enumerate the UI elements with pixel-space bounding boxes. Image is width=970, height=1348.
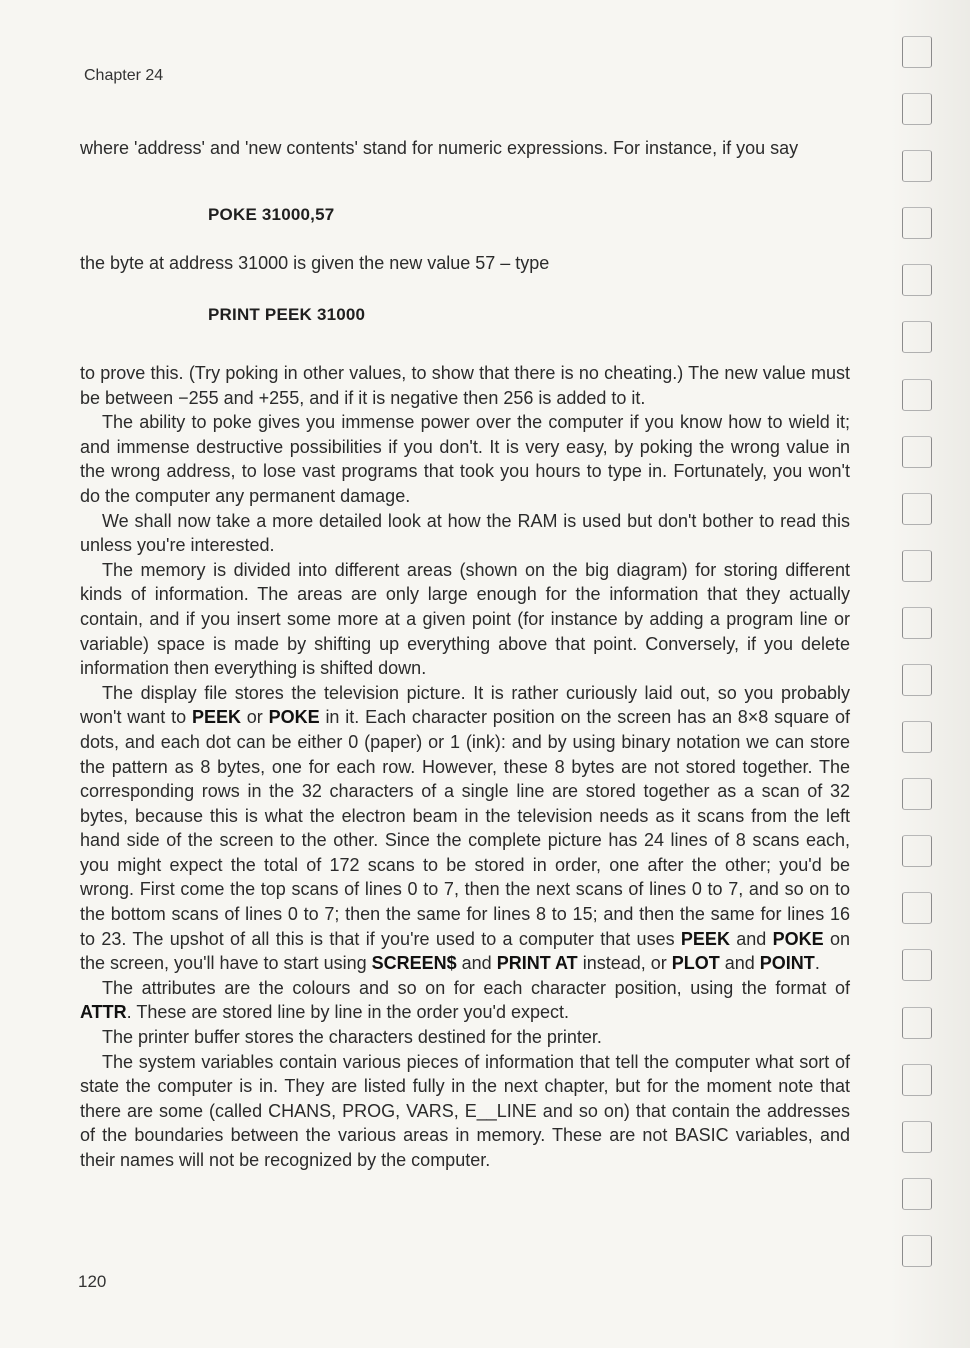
paragraph: The system variables contain various pieces of information that tell the computer what sort of state the computer is in. They are listed fully in the next chapter, but for the moment note that there are some (called CHANS, PROG, VARS, E__LINE and so on) that contain the addresses of the boundaries between the various areas in memory. These are not BASIC variables, and their names will not be recognized by the computer. xyxy=(80,1051,850,1170)
paragraph: The ability to poke gives you immense power over the computer if you know how to wield it; and immense destructive possibilities if you don't. It is very easy, by poking the wrong value in the wrong address, to lose vast programs that took you hours to type in. Fortunately, you won't do the computer any permanent damage. xyxy=(80,412,850,506)
keyword: POKE xyxy=(772,928,824,949)
binding-ring xyxy=(902,1178,932,1210)
binding-ring xyxy=(902,607,932,639)
binding-ring xyxy=(902,436,932,468)
running-head: Chapter 24 xyxy=(84,67,164,84)
binding-ring xyxy=(902,1235,932,1267)
paragraph: The memory is divided into different areas (shown on the big diagram) for storing different kinds of information. The areas are only large enough for the information that they actually contain, and if you insert some more at a given point (for instance by adding a program line or variable) space is made by shifting up everything above that point. Conversely, if you delete information then everything is shifted down. xyxy=(80,559,850,679)
keyword: PLOT xyxy=(671,953,720,974)
binding-ring xyxy=(902,664,932,696)
keyword: SCREEN$ xyxy=(371,953,457,974)
binding-ring xyxy=(902,721,932,753)
paragraph: the byte at address 31000 is given the new value 57 – type xyxy=(80,253,550,273)
paragraph-display-file: The display file stores the television picture. It is rather curiously laid out, so you probably won't want to PEEK or POKE in it. Each character position on the screen has an 8×8 square of dots, and each dot can be either 0 (paper) or 1 (ink): and by using binary notation we can store the pattern as 8 bytes, one for each row. However, these 8 bytes are not stored together. The corresponding rows in the 32 characters of a single line are stored together as a scan of 32 bytes, because this is what the electron beam in the television needs as it scans from the left hand side of the screen to the other. Since the complete picture has 24 lines of 8 scans each, you might expect the total of 172 scans to be stored in order, one after the other; you'd be wrong. First come the top scans of lines 0 to 7, then the next scans of lines 0 to 7, and so on to the bottom scans of lines 0 to 7; then the same for lines 8 to 15; and then the same for lines 16 to 23. The upshot of all this is that if you're used to a computer that uses PEEK and POKE on the screen, you'll have to start using SCREEN$ and PRINT AT instead, or PLOT and POINT. xyxy=(80,682,851,974)
binding-ring xyxy=(902,1007,932,1039)
code-line-print-peek: PRINT PEEK 31000 xyxy=(208,305,366,324)
paragraph-attributes: The attributes are the colours and so on for each character position, using the format of ATTR. These are stored line by line in the order you'd expect. xyxy=(80,977,850,1023)
binding-ring xyxy=(902,493,932,525)
keyword: ATTR xyxy=(80,1002,127,1023)
keyword: PEEK xyxy=(191,707,241,728)
paragraph: We shall now take a more detailed look at how the RAM is used but don't bother to read this unless you're interested. xyxy=(80,510,850,556)
paragraph-block-intro xyxy=(80,136,850,161)
binding-ring xyxy=(902,264,932,296)
binding-ring xyxy=(902,1064,932,1096)
code-line-poke: POKE 31000,57 xyxy=(208,205,335,224)
binding-ring xyxy=(902,1121,932,1153)
binding-ring xyxy=(902,150,932,182)
binding-ring xyxy=(902,93,932,125)
page-number: 120 xyxy=(78,1272,107,1291)
binding-ring xyxy=(902,778,932,810)
binding-ring xyxy=(902,379,932,411)
keyword: PRINT AT xyxy=(496,953,578,974)
paragraph: to prove this. (Try poking in other values, to show that there is no cheating.) The new value must be between −255 and +255, and if it is negative then 256 is added to it. xyxy=(80,363,850,408)
spiral-binding xyxy=(902,36,942,1326)
binding-ring xyxy=(902,892,932,924)
binding-ring xyxy=(902,835,932,867)
keyword: POKE xyxy=(268,707,320,728)
paragraph-block-main xyxy=(80,361,850,1173)
binding-ring xyxy=(902,36,932,68)
keyword: POINT xyxy=(759,953,815,974)
paragraph-block-byte xyxy=(80,251,850,276)
paragraph: The printer buffer stores the characters destined for the printer. xyxy=(102,1027,602,1048)
binding-ring xyxy=(902,321,932,353)
keyword: PEEK xyxy=(680,928,730,949)
binding-ring xyxy=(902,949,932,981)
binding-ring xyxy=(902,550,932,582)
paragraph: where 'address' and 'new contents' stand for numeric expressions. For instance, if you say xyxy=(80,138,799,158)
binding-ring xyxy=(902,207,932,239)
